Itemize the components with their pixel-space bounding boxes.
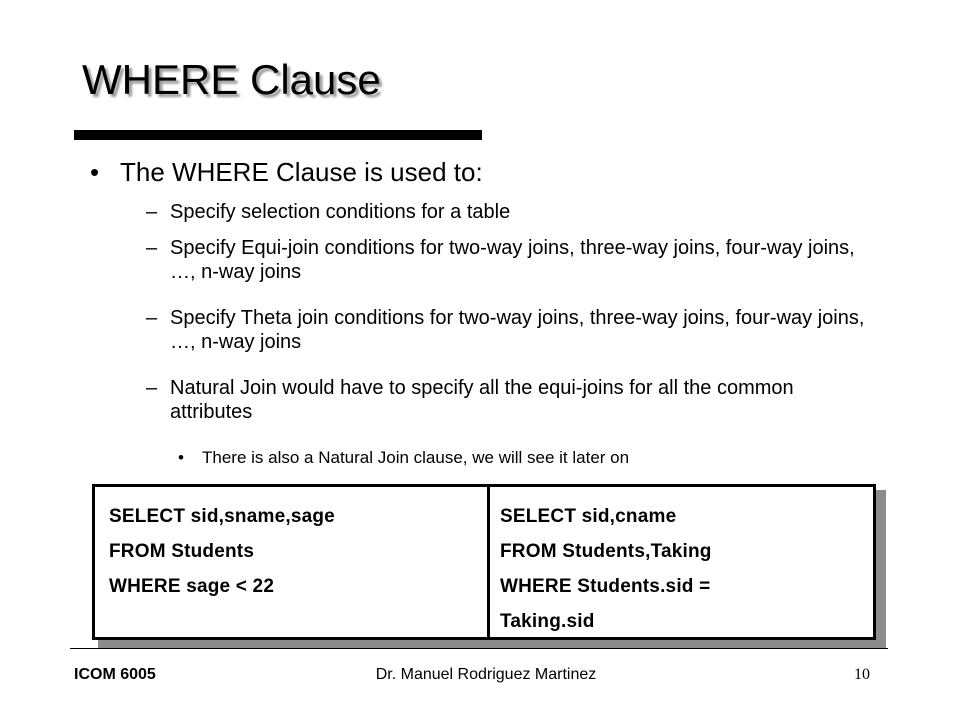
bullet-symbol: • (178, 448, 184, 467)
sub-bullet-text: Specify Equi-join conditions for two-way joins, three-way joins, four-way joins, …, n-way joins (170, 237, 855, 283)
sql-query-left (109, 499, 335, 604)
code-line: FROM Students (109, 541, 255, 562)
title-underline (74, 130, 482, 140)
code-line: FROM Students,Taking (500, 541, 712, 562)
main-bullet-text: The WHERE Clause is used to: (120, 157, 483, 187)
code-line: SELECT sid,cname (500, 506, 677, 527)
sub-sub-bullet-text: There is also a Natural Join clause, we will see it later on (202, 448, 630, 467)
footer-author: Dr. Manuel Rodriguez Martinez (375, 666, 597, 683)
sub-bullet-text: Specify selection conditions for a table (170, 201, 511, 223)
dash-symbol: – (146, 237, 158, 259)
slide-title: WHERE Clause (82, 56, 381, 103)
bullet-symbol: • (90, 157, 100, 187)
dash-symbol: – (146, 201, 158, 223)
code-divider (487, 487, 490, 637)
sub-bullet-text: Natural Join would have to specify all the equi-joins for all the common attributes (170, 377, 794, 423)
footer-course: ICOM 6005 (74, 666, 156, 683)
page-number: 10 (854, 666, 870, 683)
dash-symbol: – (146, 377, 158, 399)
sql-query-right (500, 499, 712, 639)
sql-code-box (92, 484, 876, 640)
code-line: WHERE Students.sid = (500, 576, 711, 597)
code-line: WHERE sage < 22 (109, 576, 275, 597)
dash-symbol: – (146, 307, 158, 329)
sub-bullet-text: Specify Theta join conditions for two-way joins, three-way joins, four-way joins, …, n-way joins (170, 307, 865, 353)
code-line: Taking.sid (500, 611, 595, 632)
code-line: SELECT sid,sname,sage (109, 506, 335, 527)
footer-rule (70, 648, 888, 649)
